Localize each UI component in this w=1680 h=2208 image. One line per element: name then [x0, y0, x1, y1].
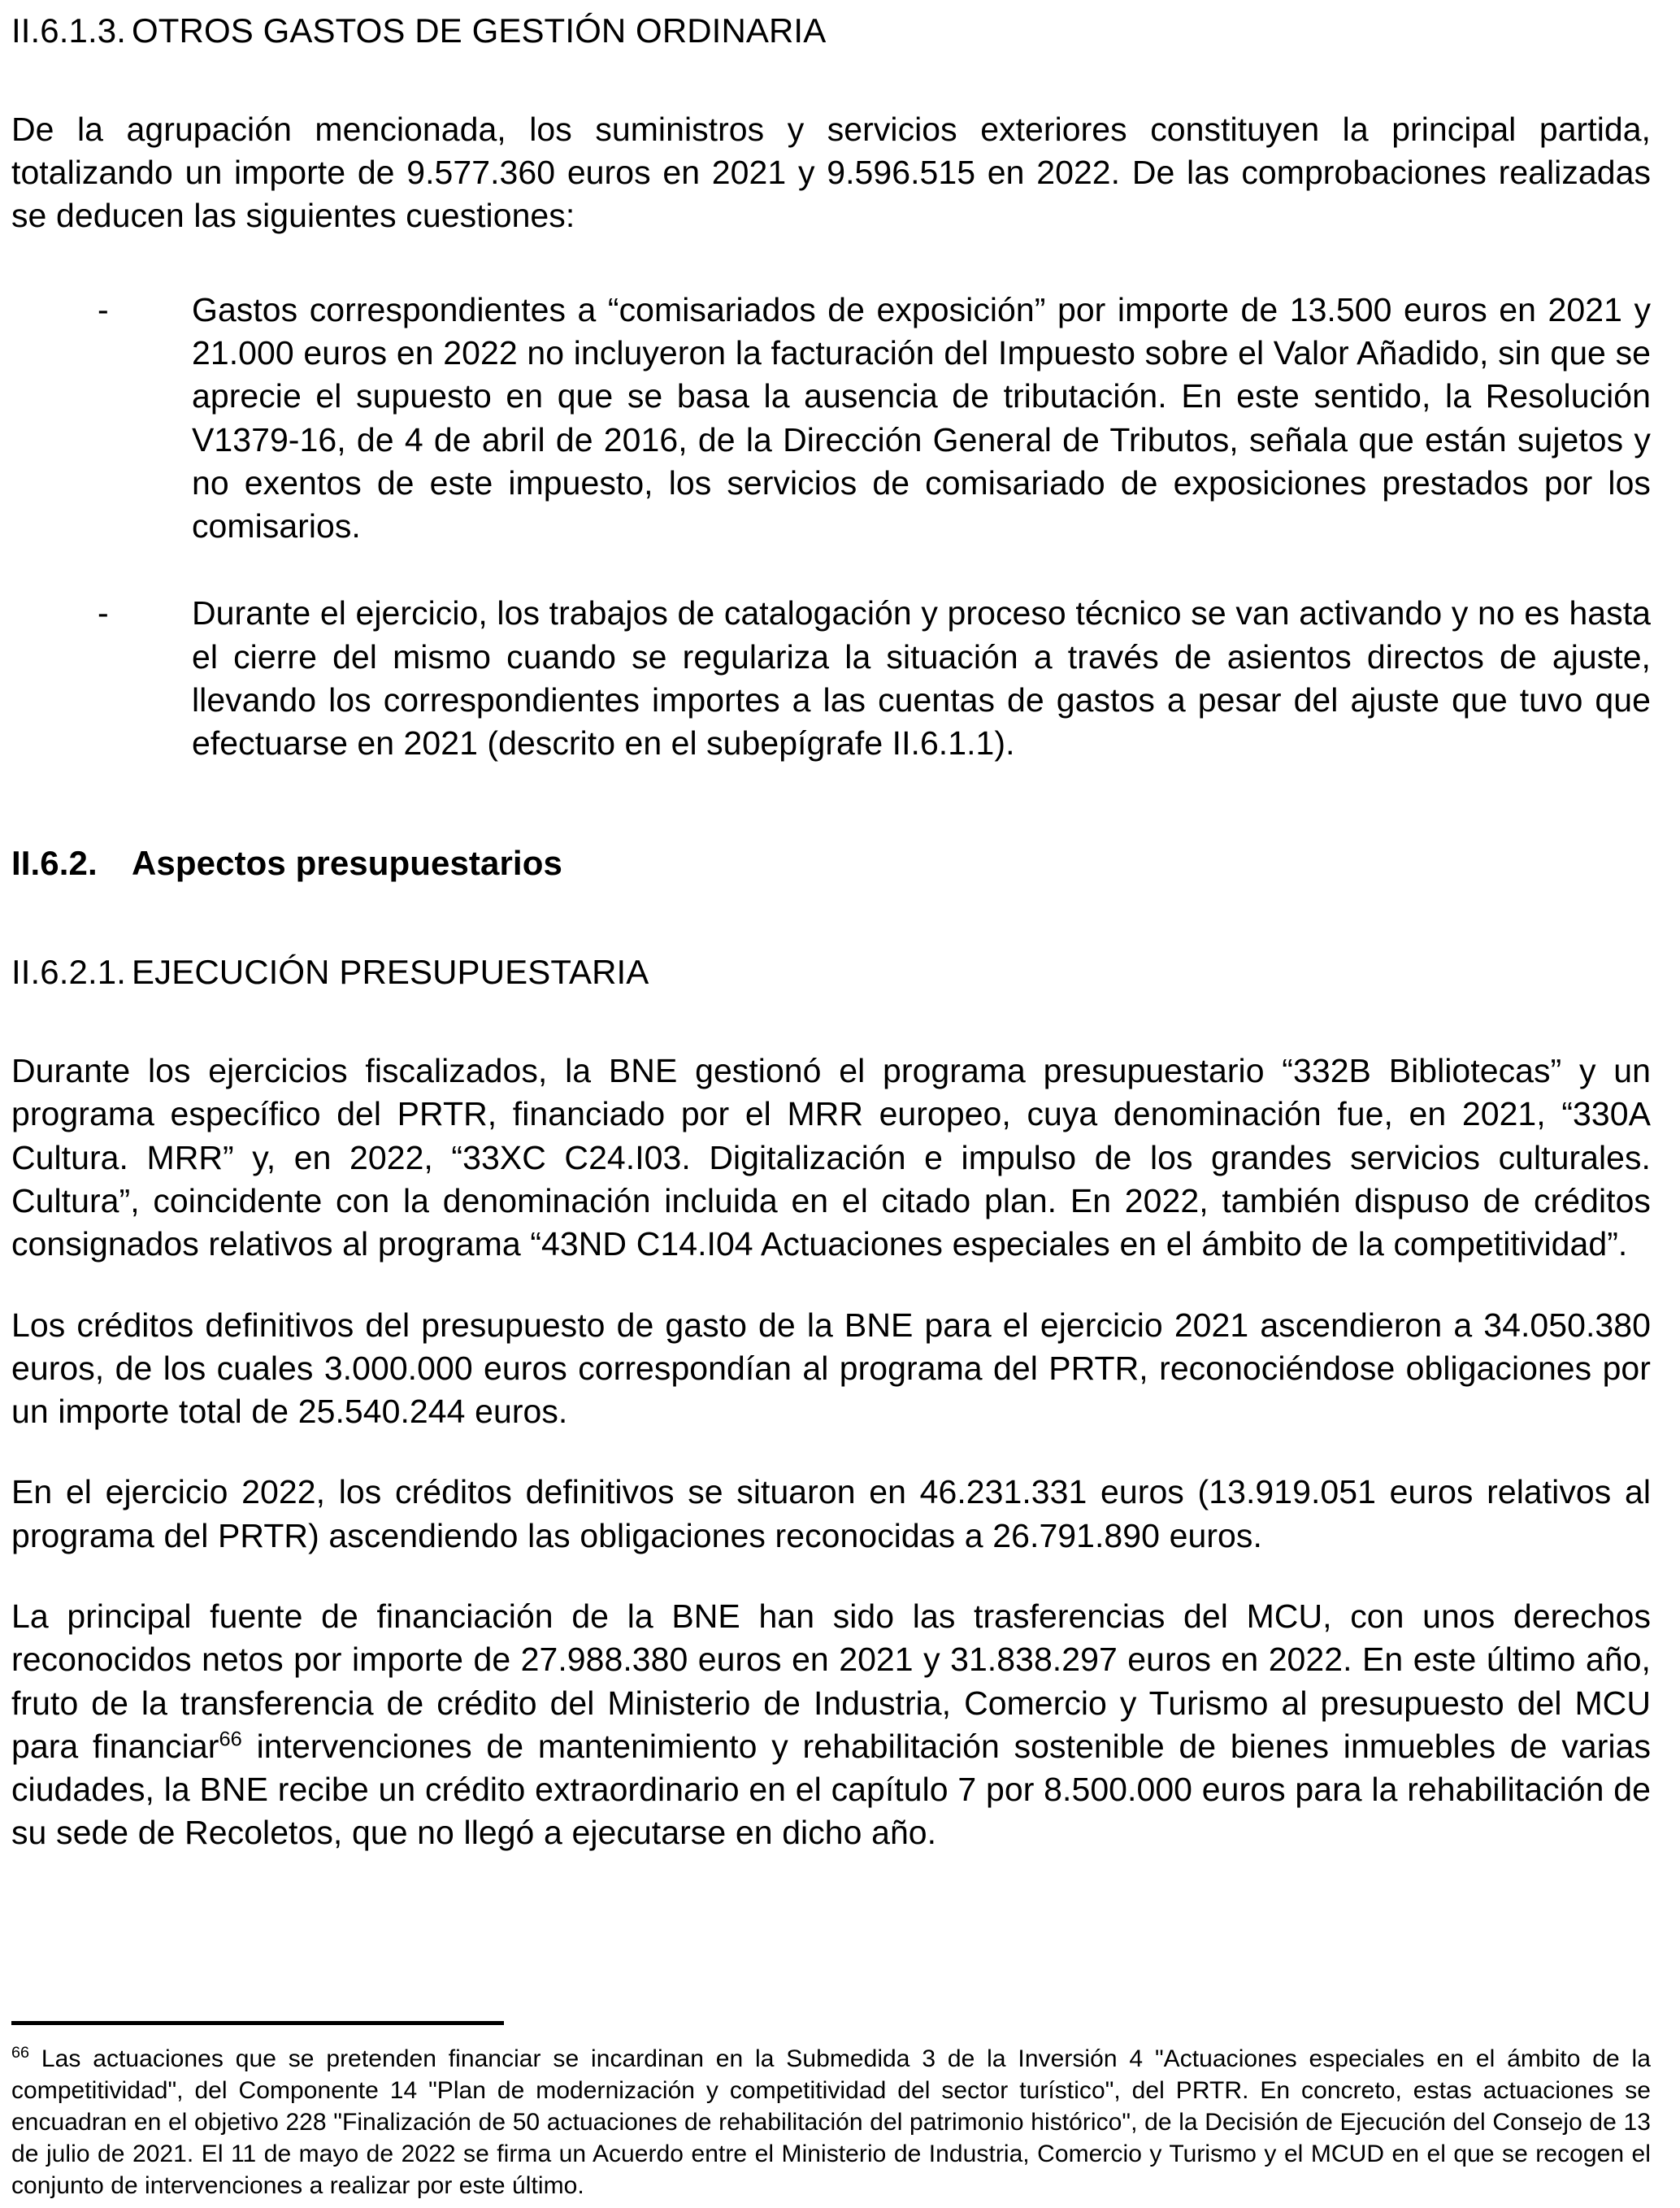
footnote-text: Las actuaciones que se pretenden financiar se incardinan en la Submedida 3 de la Inversión 4 "Actuaciones especiales en el ámbito de la competitividad", del Componente 14 "Plan de modernización y competitividad del sector turístico", del PRTR. En concreto, estas actuaciones se encuadran en el objetivo 228 "Finalización de 50 actuaciones de rehabilitación del patrimonio histórico", de la Decisión de Ejecución del Consejo de 13 de julio de 2021. El 11 de mayo de 2022 se firma un Acuerdo entre el Ministerio de Industria, Comercio y Turismo y el MCUD en el que se recogen el conjunto de intervenciones a realizar por este último. [11, 2045, 1651, 2199]
heading-otros-gastos [11, 11, 1651, 51]
list-bullet-marker: - [98, 594, 109, 632]
list-bullet-marker: - [98, 290, 109, 328]
spacer [11, 1433, 1651, 1471]
spacer [11, 1558, 1651, 1595]
footnote-66 [11, 2043, 1651, 2201]
footnote-number: 66 [11, 2044, 30, 2062]
paragraph-programas: Durante los ejercicios fiscalizados, la BNE gestionó el programa presupuestario “332B Bibliotecas” y un programa específico del PRTR, financiado por el MRR europeo, cuya denominación fue, en 2021, “330A Cultura. MRR” y, en 2022, “33XC C24.I03. Digitalización e impulso de los grandes servicios culturales. Cultura”, coincidente con la denominación incluida en el citado plan. En 2022, también dispuso de créditos consignados relativos al programa “43ND C14.I04 Actuaciones especiales en el ámbito de la competitividad”. [11, 1052, 1651, 1263]
list-item-text: Gastos correspondientes a “comisariados de exposición” por importe de 13.500 euros en 2021 y 21.000 euros en 2022 no incluyeron la facturación del Impuesto sobre el Valor Añadido, sin que se aprecie el supuesto en que se basa la ausencia de tributación. En este sentido, la Resolución V1379-16, de 4 de abril de 2016, de la Dirección General de Tributos, señala que están sujetos y no exentos de este impuesto, los servicios de comisariado de exposiciones prestados por los comisarios. [192, 290, 1651, 545]
spacer [11, 51, 1651, 108]
heading-aspectos-presupuestarios [11, 844, 1651, 884]
list-item [11, 592, 1651, 765]
paragraph-financiacion-part1: La principal fuente de financiación de la BNE han sido las trasferencias del MCU, con unos derechos reconocidos netos por importe de 27.988.380 euros en 2021 y 31.838.297 euros en 2022. En este último año, fruto de la transferencia de crédito del Ministerio de Industria, Comercio y Turismo al presupuesto del MCU para financiar [11, 1597, 1651, 1765]
footnote-separator-rule [11, 2021, 504, 2025]
paragraph-creditos-2021: Los créditos definitivos del presupuesto de gasto de la BNE para el ejercicio 2021 ascendieron a 34.050.380 euros, de los cuales 3.000.000 euros correspondían al programa del PRTR, reconociéndose obligaciones por un importe total de 25.540.244 euros. [11, 1306, 1651, 1431]
paragraph-financiacion [11, 1595, 1651, 1855]
heading-ejecucion-presupuestaria [11, 953, 1651, 993]
spacer [11, 883, 1651, 953]
heading-ejecucion-title: EJECUCIÓN PRESUPUESTARIA [132, 953, 649, 992]
heading-ejecucion-number: II.6.2.1. [11, 953, 126, 992]
paragraph-financiacion-part2: intervenciones de mantenimiento y rehabilitación sostenible de bienes inmuebles de varias ciudades, la BNE recibe un crédito extraordinario en el capítulo 7 por 8.500.000 euros para la rehabilitación de su sede de Recoletos, que no llegó a ejecutarse en dicho año. [11, 1727, 1652, 1852]
spacer [11, 993, 1651, 1050]
heading-aspectos-number: II.6.2. [11, 843, 98, 882]
paragraph-creditos-2022: En el ejercicio 2022, los créditos definitivos se situaron en 46.231.331 euros (13.919.051 euros relativos al programa del PRTR) ascendiendo las obligaciones reconocidas a 26.791.890 euros. [11, 1473, 1651, 1554]
spacer [11, 1267, 1651, 1304]
heading-aspectos-title: Aspectos presupuestarios [132, 843, 562, 882]
list-item [11, 289, 1651, 549]
page-body-column [11, 11, 1651, 1855]
findings-list [11, 289, 1651, 766]
spacer [11, 238, 1651, 289]
list-item-text: Durante el ejercicio, los trabajos de catalogación y proceso técnico se van activando y no es hasta el cierre del mismo cuando se regulariza la situación a través de asientos directos de ajuste, llevando los correspondientes importes a las cuentas de gastos a pesar del ajuste que tuvo que efectuarse en 2021 (descrito en el subepígrafe II.6.1.1). [192, 594, 1651, 763]
intro-paragraph: De la agrupación mencionada, los suministros y servicios exteriores constituyen la principal partida, totalizando un importe de 9.577.360 euros en 2021 y 9.596.515 en 2022. De las comprobaciones realizadas se deducen las siguientes cuestiones: [11, 110, 1651, 235]
spacer [11, 766, 1651, 844]
heading-otros-gastos-number: II.6.1.3. [11, 11, 126, 50]
footnote-area [11, 2021, 1651, 2201]
spacer [11, 548, 1651, 592]
footnote-reference-66[interactable]: 66 [219, 1728, 242, 1751]
heading-otros-gastos-title: OTROS GASTOS DE GESTIÓN ORDINARIA [132, 11, 827, 50]
